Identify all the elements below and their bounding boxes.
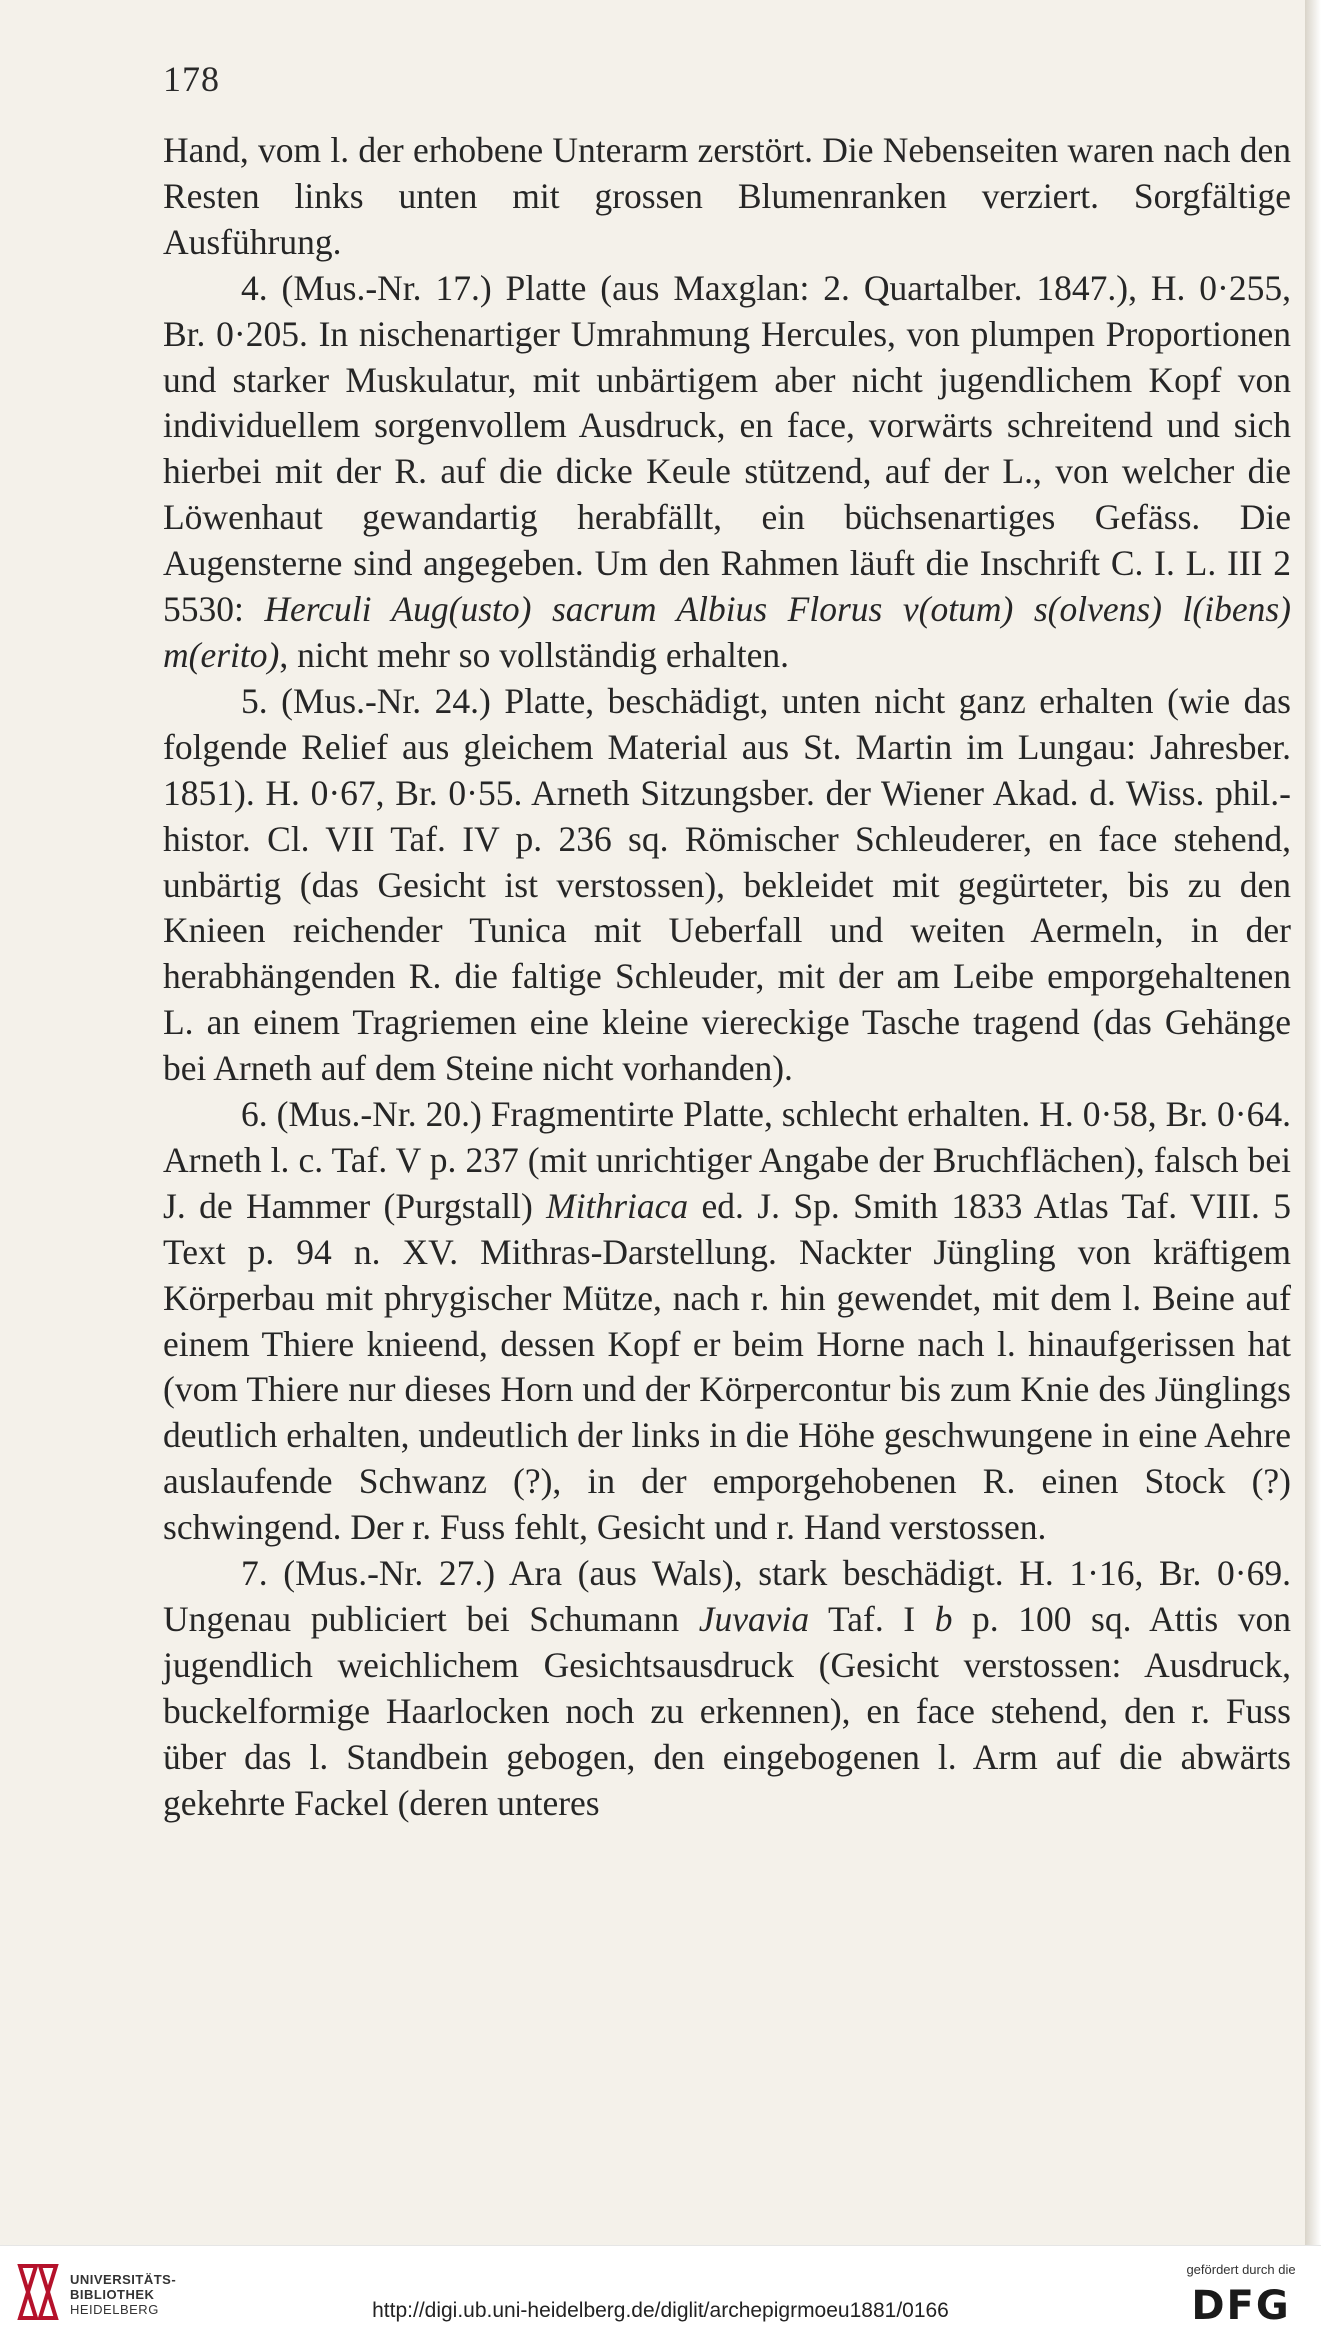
text-run: 5. (Mus.-Nr. 24.) Platte, beschädigt, unten nicht ganz erhalten (wie das folgende Relief aus gleichem Material aus St. Martin im Lungau: Jahresber. 1851). H. 0·67, Br. 0·55. Arneth Sitzungsber. der Wiener Akad. d. Wiss. phil.-histor. Cl. VII Taf. IV p. 236 sq. Römischer Schleuderer, en face stehend, unbärtig (das Gesicht ist verstossen), bekleidet mit gegürteter, bis zu den Knieen reichender Tunica mit Ueberfall und weiten Aermeln, in der herabhängenden R. die faltige Schleuder, mit der am Leibe emporgehaltenen L. an einem Tragriemen eine kleine viereckige Tasche tragend (das Gehänge bei Arneth auf dem Steine nicht vorhanden). <box>163 680 1291 1089</box>
italic-text: Juvavia <box>698 1599 810 1639</box>
page-number: 178 <box>163 59 220 99</box>
text-run: 7. (Mus.-Nr. 27.) Ara (aus Wals), stark beschädigt. H. 1·16, Br. 0·69. Ungenau publiciert bei Schumann <box>163 1553 1291 1639</box>
permalink-url[interactable]: http://digi.ub.uni-heidelberg.de/diglit/archepigrmoeu1881/0166 <box>372 2299 949 2322</box>
paragraph-0 <box>163 128 1291 266</box>
footer-bar <box>0 2245 1321 2341</box>
logo-line-3: HEIDELBERG <box>70 2302 159 2317</box>
page-edge-shadow <box>1305 0 1321 2245</box>
text-run: , nicht mehr so vollständig erhalten. <box>279 634 790 675</box>
paragraph-3 <box>163 1092 1291 1551</box>
dfg-logo[interactable]: DFG <box>1191 2283 1291 2329</box>
logo-line-2: BIBLIOTHEK <box>70 2287 155 2302</box>
text-run: Taf. I <box>809 1599 935 1639</box>
paragraph-1 <box>163 266 1291 679</box>
paragraph-2 <box>163 679 1291 1092</box>
italic-text: Mithriaca <box>546 1185 689 1226</box>
sponsor-caption: gefördert durch die <box>1186 2262 1296 2277</box>
text-run: p. 100 sq. Attis von jugendlich weichlichem Gesichtsausdruck (Gesicht verstossen: Ausdruck, buckelformige Haarlocken noch zu erkennen), en face stehend, den r. Fuss über das l. Standbein gebogen, den eingebogenen l. Arm auf die abwärts gekehrte Fackel (deren unteres <box>163 1599 1291 1823</box>
text-run: ed. J. Sp. Smith 1833 Atlas Taf. VIII. 5 Text p. 94 n. XV. Mithras-Darstellung. Nackter Jüngling von kräftigem Körperbau mit phrygischer Mütze, nach r. hin gewendet, mit dem l. Beine auf einem Thiere knieend, dessen Kopf er beim Horne nach l. hinaufgerissen hat (vom Thiere nur dieses Horn und der Körpercontur bis zum Knie des Jünglings deutlich erhalten, undeutlich der links in die Höhe geschwungene in eine Aehre auslaufende Schwanz (?), in der emporgehobenen R. einen Stock (?) schwingend. Der r. Fuss fehlt, Gesicht und r. Hand verstossen. <box>163 1185 1291 1548</box>
text-run: 4. (Mus.-Nr. 17.) Platte (aus Maxglan: 2. Quartalber. 1847.), H. 0·255, Br. 0·205. In nischenartiger Umrahmung Hercules, von plumpen Proportionen und starker Muskulatur, mit unbärtigem aber nicht jugendlichem Kopf von individuellem sorgenvollem Ausdruck, en face, vorwärts schreitend und sich hierbei mit der R. auf die dicke Keule stützend, auf der L., von welcher die Löwenhaut gewandartig herabfällt, ein büchsenartiges Gefäss. Die Augensterne sind angegeben. Um den Rahmen läuft die Inschrift C. I. L. III 2 5530: <box>163 267 1291 630</box>
italic-text: b <box>934 1599 953 1639</box>
body-text <box>163 128 1291 1827</box>
text-run: Hand, vom l. der erhobene Unterarm zerstört. Die Nebenseiten waren nach den Resten links unten mit grossen Blumenranken verziert. Sorgfältige Ausführung. <box>163 130 1291 262</box>
paragraph-4 <box>163 1551 1291 1826</box>
logo-line-1: UNIVERSITÄTS- <box>70 2272 177 2287</box>
italic-text: Herculi Aug(usto) sacrum Albius Florus v(otum) s(olvens) l(ibens) m(erito) <box>163 589 1291 675</box>
text-run: 6. (Mus.-Nr. 20.) Fragmentirte Platte, schlecht erhalten. H. 0·58, Br. 0·64. Arneth l. c. Taf. V p. 237 (mit unrichtiger Angabe der Bruchflächen), falsch bei J. de Hammer (Purgstall) <box>163 1094 1291 1226</box>
